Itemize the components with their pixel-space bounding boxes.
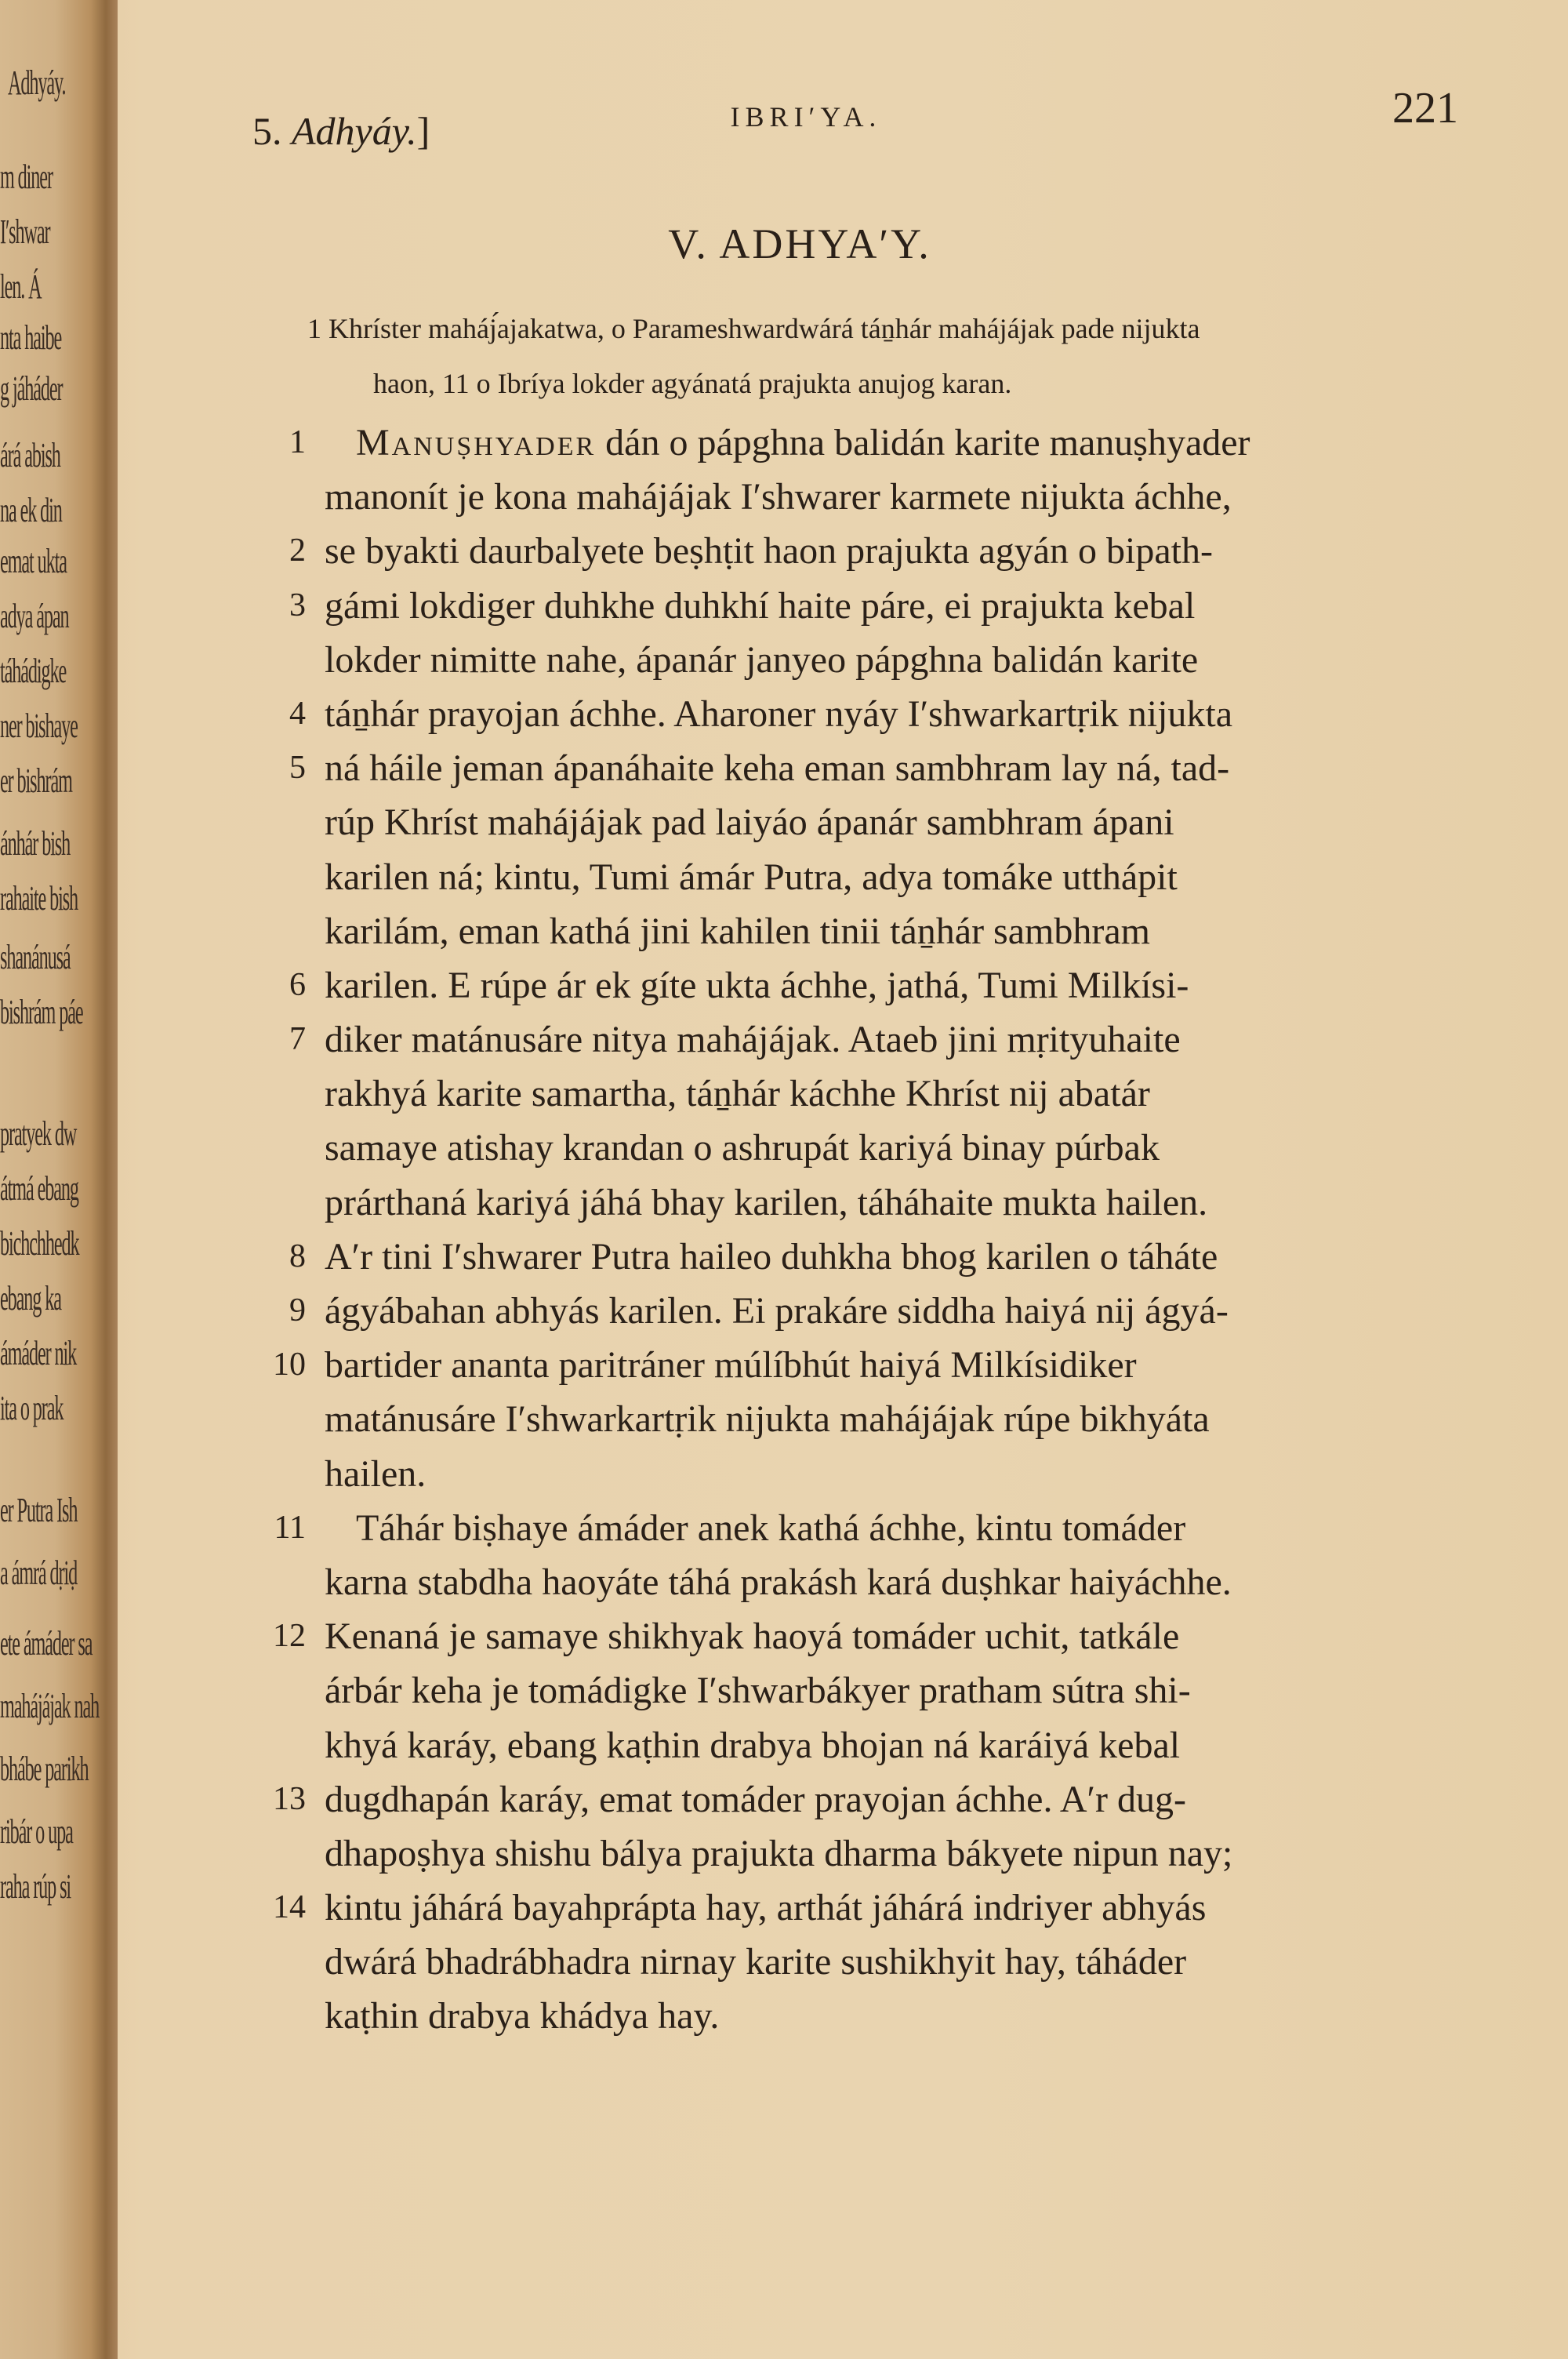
page-number: 221 xyxy=(1392,84,1458,133)
text-line xyxy=(0,904,1568,958)
line-text: karna stabdha haoyáte táhá prakásh kará duṣhkar haiyáchhe. xyxy=(325,1561,1232,1603)
facing-page-fragment: nta haibe xyxy=(0,318,62,357)
facing-page-fragment: bishrám páe xyxy=(0,993,83,1031)
summary-line: 1 Khríster maháj́ajakatwa, o Parameshwardwárá táṉhár mahájájak pade nijukta xyxy=(307,313,1200,344)
line-text: prárthaná kariyá jáhá bhay karilen, táháhaite mukta hailen. xyxy=(325,1181,1208,1223)
running-title: IBRI′YA. xyxy=(730,101,882,133)
text-line xyxy=(0,1555,1568,1609)
chapter-title: V. ADHYA′Y. xyxy=(668,220,931,267)
page-header xyxy=(0,69,1568,153)
text-line xyxy=(0,1121,1568,1175)
text-line xyxy=(0,1176,1568,1230)
text-line xyxy=(0,1501,1568,1555)
verse-number: 9 xyxy=(289,1292,306,1329)
facing-page-fragment: m diner xyxy=(0,158,53,196)
text-line xyxy=(0,1284,1568,1338)
verse-number: 12 xyxy=(273,1618,306,1655)
facing-page-fragment: Adhyáy. xyxy=(8,64,66,102)
text-line xyxy=(0,470,1568,524)
line-text: rúp Khríst mahájájak pad laiyáo ápanár sambhram ápani xyxy=(325,801,1174,844)
facing-page-fragment: ita o prak xyxy=(0,1389,64,1427)
verse-number: 8 xyxy=(289,1238,306,1274)
line-text: dwárá bhadrábhadra nirnay karite sushikhyit hay, táháder xyxy=(325,1941,1187,1983)
line-text: khyá karáy, ebang kaṭhin drabya bhojan ná karáiyá kebal xyxy=(325,1724,1181,1766)
text-line xyxy=(0,1012,1568,1067)
verse-number: 7 xyxy=(289,1021,306,1058)
verse-number: 2 xyxy=(289,533,306,569)
text-line xyxy=(0,1230,1568,1284)
text-line xyxy=(0,1392,1568,1446)
chapter-summary xyxy=(307,301,1460,411)
verse-number: 14 xyxy=(273,1889,306,1926)
line-text: dugdhapán karáy, emat tomáder prayojan áchhe. A′r dug- xyxy=(325,1778,1186,1820)
facing-page-fragment: emat ukta xyxy=(0,542,67,580)
text-line xyxy=(0,1881,1568,1935)
line-text: kintu jáhárá bayahprápta hay, arthát jáhárá indriyer abhyás xyxy=(325,1887,1207,1929)
facing-page-fragment: er Putra Ish xyxy=(0,1491,78,1529)
line-text: lokder nimitte nahe, ápanár janyeo pápghna balidán karite xyxy=(325,638,1199,681)
verse-number: 10 xyxy=(273,1347,306,1383)
facing-page-fragment: ribár o upa xyxy=(0,1812,73,1851)
verse-number: 1 xyxy=(289,424,306,460)
text-line xyxy=(0,1989,1568,2043)
text-line xyxy=(0,1447,1568,1501)
facing-page-fragment: raha rúp si xyxy=(0,1867,71,1906)
line-text: Manuṣhyader dán o pápghna balidán karite manuṣhyader xyxy=(356,422,1250,463)
facing-page-fragment: shanánusá xyxy=(0,938,71,976)
text-line xyxy=(0,1826,1568,1881)
line-text: diker matánusáre nitya mahájájak. Ataeb jini mṛityuhaite xyxy=(325,1019,1181,1061)
text-line xyxy=(0,1067,1568,1121)
facing-page-fragment: I′shwar xyxy=(0,213,50,251)
verse-number: 5 xyxy=(289,750,306,787)
summary-line: haon, 11 o Ibríya lokder agyánatá prajukta anujog karan. xyxy=(373,368,1012,399)
text-line xyxy=(0,1609,1568,1663)
verse-number: 4 xyxy=(289,695,306,732)
facing-page-fragment: pratyek dw xyxy=(0,1114,77,1153)
facing-page-fragment: er bishrám xyxy=(0,761,72,800)
verse-number: 11 xyxy=(274,1509,306,1546)
facing-page-fragment: ete ámáder sa xyxy=(0,1624,93,1663)
facing-page-fragment: árá abish xyxy=(0,436,60,474)
line-text: ágyábahan abhyás karilen. Ei prakáre siddha haiyá nij ágyá- xyxy=(325,1290,1229,1332)
line-text: rakhyá karite samartha, táṉhár káchhe Khríst nij abatár xyxy=(325,1073,1150,1115)
text-line xyxy=(0,579,1568,633)
facing-page-fragment: na ek din xyxy=(0,491,62,529)
chapter-body xyxy=(0,416,1568,2044)
facing-page-fragment: átmá ebang xyxy=(0,1169,78,1208)
chapter-reference: 5. Adhyáy.] xyxy=(252,109,430,153)
line-text: dhapoṣhya shishu bálya prajukta dharma bákyete nipun nay; xyxy=(325,1832,1233,1874)
text-line xyxy=(0,1718,1568,1772)
line-text: manonít je kona mahájájak I′shwarer karmete nijukta áchhe, xyxy=(325,476,1232,518)
facing-page-fragment: ebang ka xyxy=(0,1279,61,1318)
line-text: karilám, eman kathá jini kahilen tinii táṉhár sambhram xyxy=(325,910,1150,952)
line-text: gámi lokdiger duhkhe duhkhí haite páre, ei prajukta kebal xyxy=(325,584,1196,627)
verse-number: 13 xyxy=(273,1780,306,1817)
line-text: Táhár biṣhaye ámáder anek kathá áchhe, kintu tomáder xyxy=(356,1507,1186,1549)
facing-page-fragment: mahájájak nah xyxy=(0,1687,100,1725)
facing-page-fragment: ner bishaye xyxy=(0,707,78,745)
line-text: A′r tini I′shwarer Putra haileo duhkha bhog karilen o táháte xyxy=(325,1235,1218,1278)
text-line xyxy=(0,1338,1568,1392)
facing-page-fragment: táhádigke xyxy=(0,652,67,690)
line-text: se byakti daurbalyete beṣhṭit haon prajukta agyán o bipath- xyxy=(325,530,1213,572)
text-line xyxy=(0,687,1568,741)
line-text: karilen. E rúpe ár ek gíte ukta áchhe, jathá, Tumi Milkísi- xyxy=(325,964,1189,1006)
verse-number: 3 xyxy=(289,587,306,623)
line-text: karilen ná; kintu, Tumi ámár Putra, adya tomáke utthápit xyxy=(325,856,1178,898)
facing-page-fragment: rahaite bish xyxy=(0,879,78,918)
opening-word: Manuṣhyader xyxy=(356,422,597,463)
text-line xyxy=(0,416,1568,470)
verse-number: 6 xyxy=(289,966,306,1003)
text-line xyxy=(0,1772,1568,1826)
line-text: táṉhár prayojan áchhe. Aharoner nyáy I′shwarkartṛik nijukta xyxy=(325,692,1233,735)
facing-page-fragment: bichchhedk xyxy=(0,1224,79,1263)
facing-page-fragment: ámáder nik xyxy=(0,1334,77,1372)
line-text: matánusáre I′shwarkartṛik nijukta mahájájak rúpe bikhyáta xyxy=(325,1398,1210,1441)
line-text: árbár keha je tomádigke I′shwarbákyer pratham sútra shi- xyxy=(325,1670,1191,1712)
facing-page-fragment: ánhár bish xyxy=(0,824,71,863)
text-line xyxy=(0,795,1568,849)
text-line xyxy=(0,741,1568,795)
text-line xyxy=(0,524,1568,578)
text-line xyxy=(0,850,1568,904)
text-line xyxy=(0,633,1568,687)
text-line xyxy=(0,1935,1568,1989)
line-text: ná háile jeman ápanáhaite keha eman sambhram lay ná, tad- xyxy=(325,747,1230,790)
facing-page-fragment: g jáháder xyxy=(0,369,63,408)
line-text: kaṭhin drabya khádya hay. xyxy=(325,1995,720,2037)
line-text: samaye atishay krandan o ashrupát kariyá binay púrbak xyxy=(325,1127,1160,1169)
text-line xyxy=(0,1663,1568,1717)
line-text: Kenaná je samaye shikhyak haoyá tomáder uchit, tatkále xyxy=(325,1616,1180,1658)
line-text: hailen. xyxy=(325,1452,426,1495)
text-line xyxy=(0,958,1568,1012)
facing-page-fragment: adya ápan xyxy=(0,597,69,635)
facing-page-fragment: a ámrá dṛiḍ xyxy=(0,1554,78,1592)
facing-page-fragment: len. Á xyxy=(0,267,42,306)
line-text: bartider ananta paritráner múlíbhút haiyá Milkísidiker xyxy=(325,1344,1137,1387)
facing-page-fragment: bhábe parikh xyxy=(0,1750,89,1788)
